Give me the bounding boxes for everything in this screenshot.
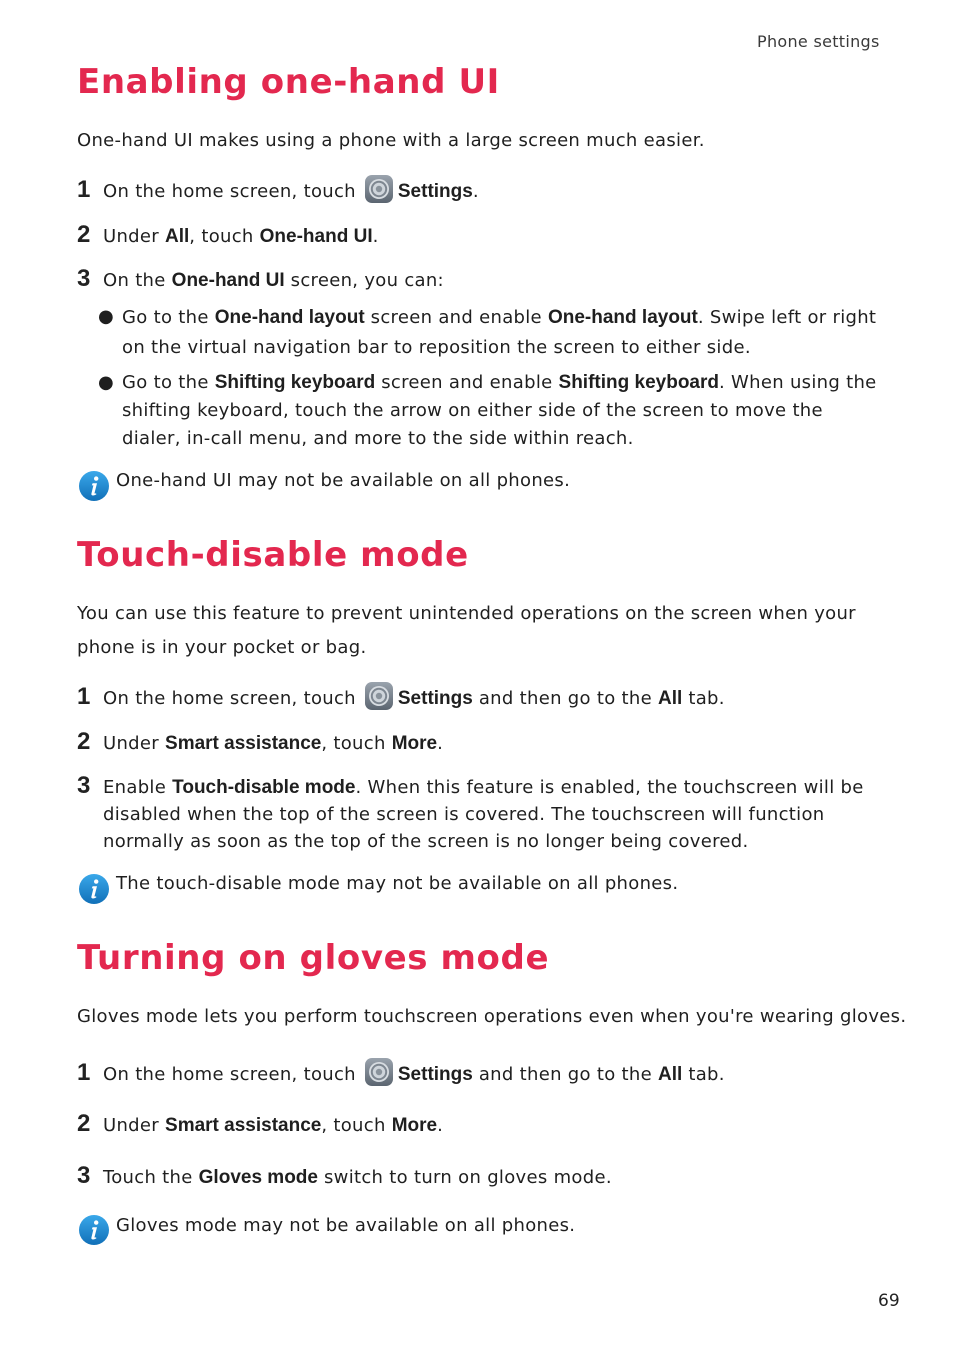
section-title-touch-disable: Touch-disable mode — [77, 535, 469, 575]
gear-icon — [364, 681, 394, 711]
step-text: On the home screen, touch Settings. — [103, 178, 479, 206]
running-header: Phone settings — [757, 32, 880, 51]
step-number: 3 — [77, 772, 91, 799]
page-number: 69 — [878, 1291, 900, 1311]
bullet-text: Go to the Shifting keyboard screen and enable Shifting keyboard. When using the shifting keyboard, touch the arrow on either side of the screen to move the dialer, in-call menu, and more to the side within reach. — [122, 372, 877, 449]
note-text: Gloves mode may not be available on all phones. — [116, 1215, 576, 1236]
info-icon — [78, 470, 110, 502]
step-text: Touch the Gloves mode switch to turn on gloves mode. — [103, 1167, 612, 1188]
bullet-text: Go to the One-hand layout screen and enable One-hand layout. Swipe left or right on the virtual navigation bar to reposition the screen to either side. — [122, 307, 877, 358]
bullet-dot: ● — [98, 306, 114, 327]
section-title-gloves-mode: Turning on gloves mode — [77, 938, 550, 978]
step-number: 1 — [77, 683, 91, 710]
step-number: 1 — [77, 176, 91, 203]
step-number: 3 — [77, 1162, 91, 1189]
note-text: One-hand UI may not be available on all phones. — [116, 470, 571, 491]
step-number: 2 — [77, 728, 91, 755]
step-text: On the home screen, touch Settings and then go to the All tab. — [103, 1061, 725, 1089]
step-text: Under Smart assistance, touch More. — [103, 1115, 444, 1136]
step-text: On the home screen, touch Settings and then go to the All tab. — [103, 685, 725, 713]
gear-icon — [364, 1057, 394, 1087]
step-text: Enable Touch-disable mode. When this feature is enabled, the touchscreen will be disabled when the top of the screen is covered. The touchscreen will function normally as soon as the top of the screen is no longer being covered. — [103, 777, 864, 852]
step-number: 2 — [77, 1110, 91, 1137]
step-number: 2 — [77, 221, 91, 248]
note-text: The touch-disable mode may not be available on all phones. — [116, 873, 679, 894]
step-text: Under All, touch One-hand UI. — [103, 226, 379, 247]
step-number: 3 — [77, 265, 91, 292]
section-intro: Gloves mode lets you perform touchscreen operations even when you're wearing gloves. — [77, 1006, 907, 1027]
step-text: On the One-hand UI screen, you can: — [103, 270, 444, 291]
info-icon — [78, 873, 110, 905]
step-text: Under Smart assistance, touch More. — [103, 733, 444, 754]
bullet-dot: ● — [98, 372, 114, 393]
info-icon — [78, 1214, 110, 1246]
section-intro: You can use this feature to prevent unintended operations on the screen when your phone is in your pocket or bag. — [77, 603, 856, 658]
section-title-one-hand-ui: Enabling one-hand UI — [77, 62, 500, 102]
gear-icon — [364, 174, 394, 204]
section-intro: One-hand UI makes using a phone with a large screen much easier. — [77, 130, 705, 151]
step-number: 1 — [77, 1059, 91, 1086]
